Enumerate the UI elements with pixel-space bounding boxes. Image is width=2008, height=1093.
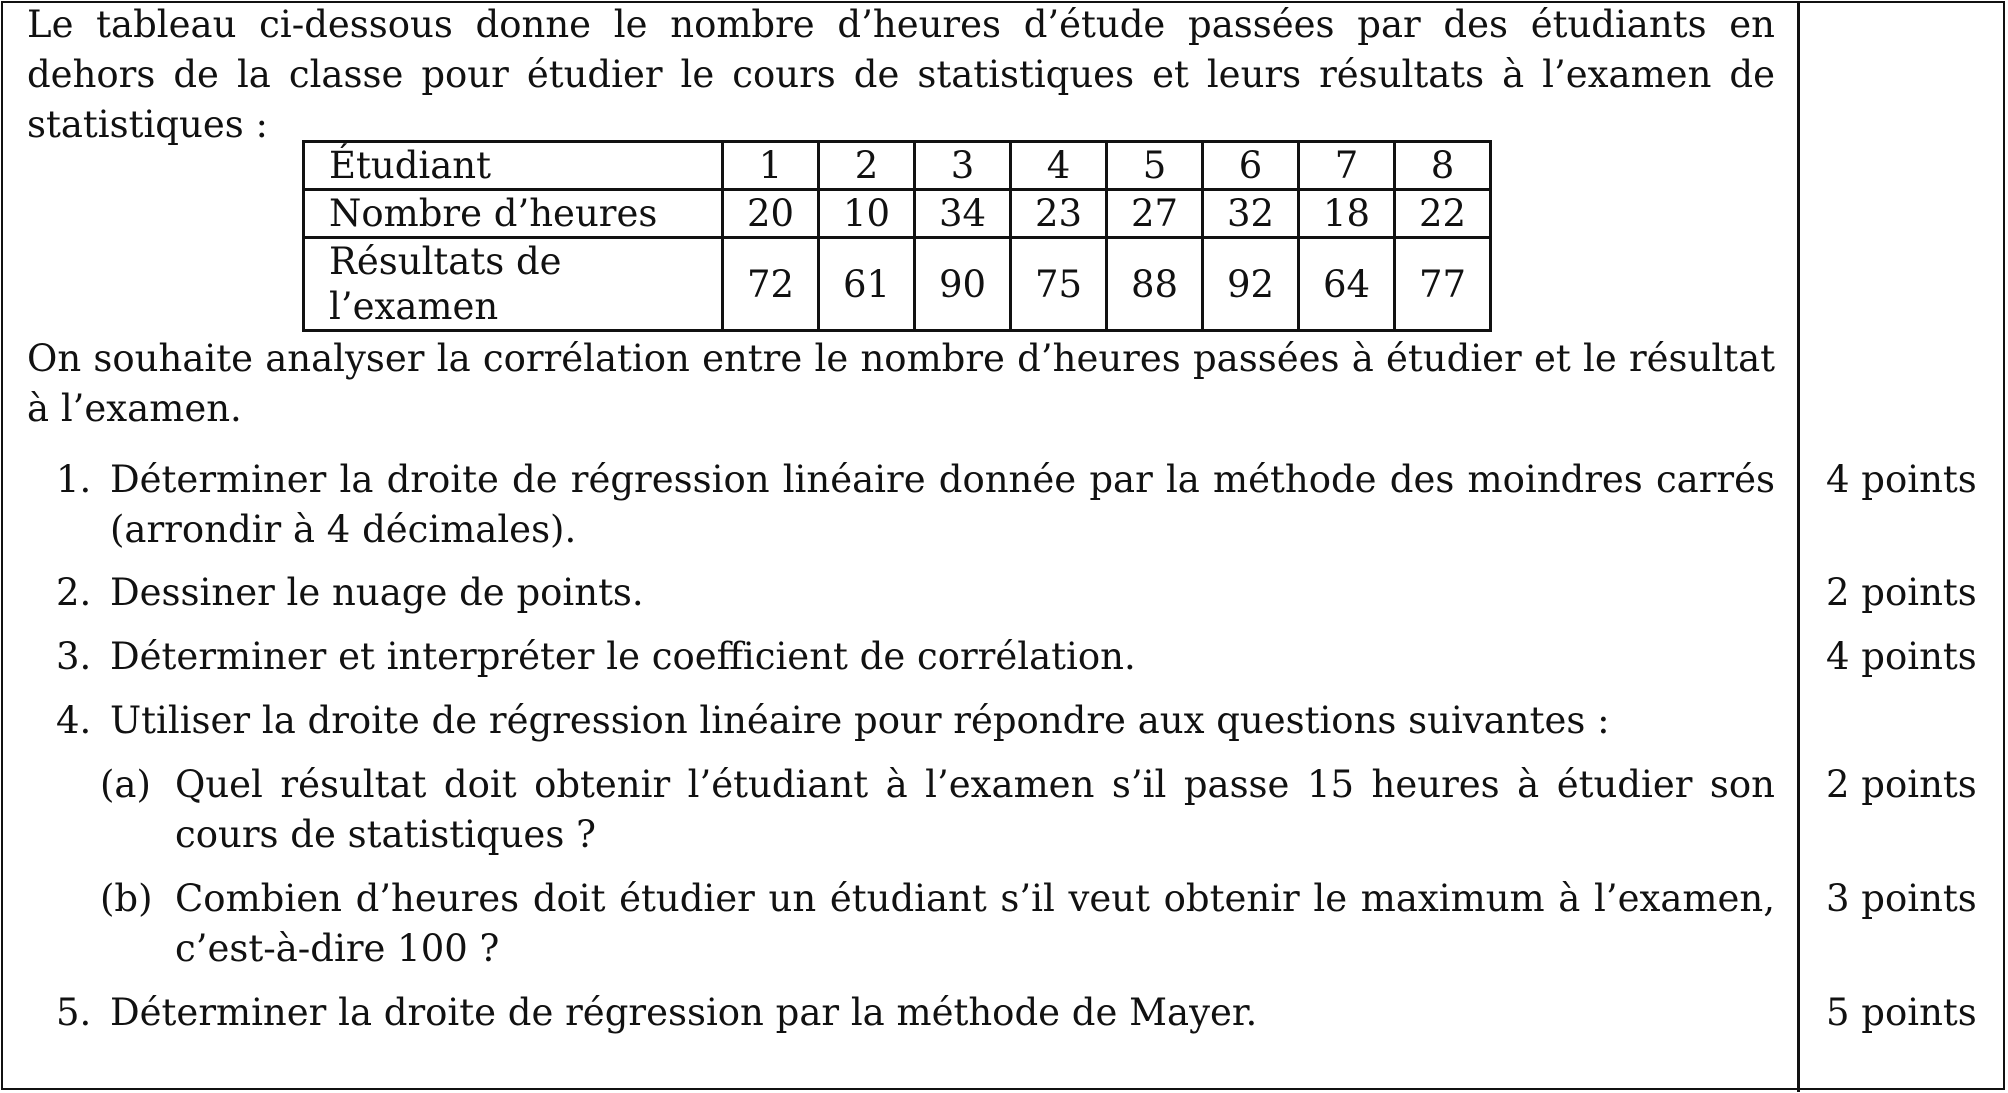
question-text: Déterminer la droite de régression par la méthode de Mayer. [110,991,1258,1034]
table-cell: 75 [1011,238,1107,331]
question-points: 2 points [1826,571,1977,614]
question-points: 4 points [1826,635,1977,678]
question-text: Dessiner le nuage de points. [110,571,644,614]
table-cell: 1 [723,142,819,190]
question-number: 2. [56,571,92,614]
question-points: 2 points [1826,763,1977,806]
question-text: Combien d’heures doit étudier un étudiant s’il veut obtenir le maximum à l’examen, c’est-à-dire 100 ? [175,877,1775,970]
table-cell: 22 [1395,190,1491,238]
table-cell: 7 [1299,142,1395,190]
row-header-student: Étudiant [304,142,723,190]
question-text: Déterminer la droite de régression linéaire donnée par la méthode des moindres carrés (arrondir à 4 décimales). [110,458,1775,551]
table-cell: 27 [1107,190,1203,238]
table-cell: 88 [1107,238,1203,331]
question-number: 3. [56,635,92,678]
subquestion-label: (b) [100,877,153,920]
intro-paragraph: Le tableau ci-dessous donne le nombre d’heures d’étude passées par des étudiants en dehors de la classe pour étudier le cours de statistiques et leurs résultats à l’examen de statistiques : [27,3,1775,146]
table-cell: 8 [1395,142,1491,190]
question-points: 5 points [1826,991,1977,1034]
table-cell: 23 [1011,190,1107,238]
table-cell: 64 [1299,238,1395,331]
data-table [302,140,1492,332]
table-cell: 2 [819,142,915,190]
table-cell: 20 [723,190,819,238]
table-row [304,142,1491,190]
table-row [304,238,1491,331]
question-number: 4. [56,699,92,742]
table-cell: 10 [819,190,915,238]
table-cell: 90 [915,238,1011,331]
table-cell: 61 [819,238,915,331]
row-header-results: Résultats de l’examen [304,238,723,331]
table-cell: 6 [1203,142,1299,190]
table-cell: 3 [915,142,1011,190]
question-number: 5. [56,991,92,1034]
question-text: Quel résultat doit obtenir l’étudiant à l’examen s’il passe 15 heures à étudier son cours de statistiques ? [175,763,1775,856]
table-cell: 32 [1203,190,1299,238]
table-cell: 18 [1299,190,1395,238]
context-paragraph: On souhaite analyser la corrélation entre le nombre d’heures passées à étudier et le résultat à l’examen. [27,337,1775,430]
table-cell: 77 [1395,238,1491,331]
question-text: Déterminer et interpréter le coefficient de corrélation. [110,635,1136,678]
table-cell: 72 [723,238,819,331]
table-cell: 5 [1107,142,1203,190]
table-row [304,190,1491,238]
question-points: 4 points [1826,458,1977,501]
question-text: Utiliser la droite de régression linéaire pour répondre aux questions suivantes : [110,699,1610,742]
points-column-divider [1797,1,1800,1092]
question-number: 1. [56,458,92,501]
question-points: 3 points [1826,877,1977,920]
table-cell: 4 [1011,142,1107,190]
row-header-hours: Nombre d’heures [304,190,723,238]
subquestion-label: (a) [100,763,151,806]
table-cell: 34 [915,190,1011,238]
table-cell: 92 [1203,238,1299,331]
